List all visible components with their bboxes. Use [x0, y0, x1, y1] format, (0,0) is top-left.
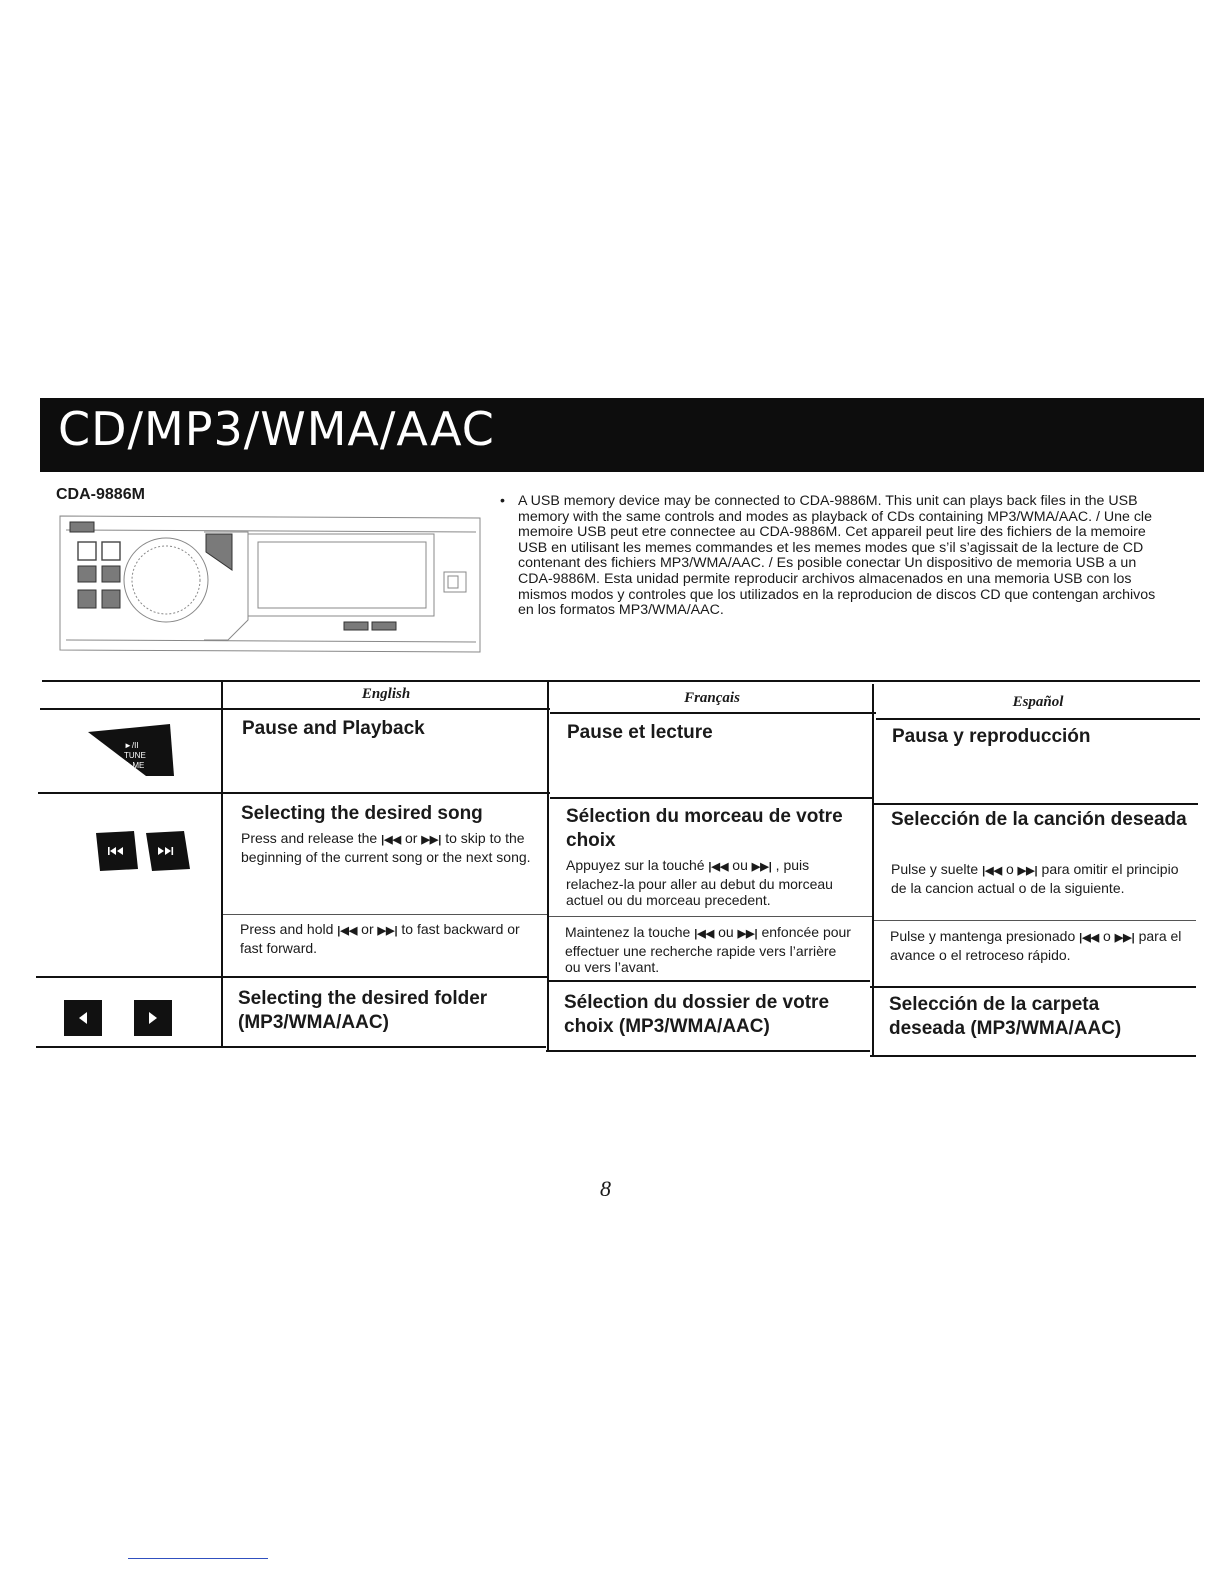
row1-english-title: Pause and Playback	[242, 718, 425, 739]
bullet: •	[500, 493, 505, 509]
row3-french-body	[565, 924, 855, 976]
row2-french-body	[566, 857, 862, 909]
header-french: Français	[684, 690, 740, 706]
prev-track-icon: |◀◀	[337, 925, 358, 937]
text-fragment: o	[1099, 928, 1115, 944]
header-english: English	[361, 686, 411, 702]
text-fragment: or	[401, 830, 422, 846]
page-number: 8	[600, 1176, 611, 1201]
row2-english-body	[241, 830, 537, 865]
key-label-tune: TUNE	[124, 751, 146, 760]
text-fragment: Press and release the	[241, 830, 382, 846]
row4-french-title: Sélection du dossier de votre choix (MP3/WMA/AAC)	[564, 992, 830, 1037]
next-track-icon: ▶▶|	[1017, 865, 1038, 877]
row1-spanish-title: Pausa y reproducción	[892, 726, 1091, 747]
table-bottom-rule-right	[870, 1055, 1196, 1057]
row2-english-title: Selecting the desired song	[241, 803, 483, 824]
model-name: CDA-9886M	[56, 486, 145, 503]
text-fragment: , puis relachez-la pour aller au debut du morceau actuel ou du morceau precedent.	[566, 857, 833, 908]
row3-spanish-body	[890, 928, 1190, 963]
row2-top-rule-right	[874, 803, 1198, 805]
next-track-icon: ▶▶|	[377, 925, 398, 937]
row2-top-rule-mid	[550, 797, 874, 799]
table-top-rule	[42, 680, 1200, 682]
footer-rule	[128, 1558, 268, 1559]
text-fragment: o	[1002, 861, 1018, 877]
column-divider-1	[221, 680, 223, 1048]
row3-rule-mid	[548, 916, 872, 917]
previous-next-track-keys-icon	[96, 827, 192, 873]
text-fragment: or	[357, 921, 378, 937]
prev-track-icon: |◀◀	[982, 865, 1003, 877]
text-fragment: Press and hold	[240, 921, 338, 937]
row3-rule-right	[872, 920, 1196, 921]
text-fragment: Pulse y mantenga presionado	[890, 928, 1080, 944]
text-fragment: Appuyez sur la touché	[566, 857, 709, 873]
text-fragment: para el avance o el retroceso rápido.	[890, 928, 1182, 963]
table-bottom-rule-mid	[546, 1050, 870, 1052]
row3-english-body	[240, 921, 536, 956]
header-bottom-rule-left	[40, 708, 550, 710]
usb-note-text: A USB memory device may be connected to CDA-9886M. This unit can plays back files in the USB memory with the same controls and modes as playback of CDs containing MP3/WMA/AAC. / Une cle memoire USB peut etre connectee au CDA-9886M. Cet appareil peut lire des fichiers de la memoire USB en utilisant les memes commandes et les memes modes que s’il s’agissait de la lecture de CD contenant des fichiers MP3/WMA/AAC. / Es posible conectar Un dispositivo de memoria USB a un CDA-9886M. Esta unidad permite reproducir archivos almacenados en una memoria USB con los mismos modos y controles que los utilizados en la reproducion de discos CD que contengan archivos en los formatos MP3/WMA/AAC.	[518, 493, 1156, 619]
text-fragment: to skip to the beginning of the current song or the next song.	[241, 830, 531, 865]
key-label-play-pause: ►/II	[124, 741, 139, 750]
prev-track-icon: |◀◀	[694, 928, 715, 940]
usb-note	[500, 494, 1172, 619]
text-fragment: enfoncée pour effectuer une recherche rapide vers l’arrière ou vers l’avant.	[565, 924, 851, 975]
row4-top-rule-left	[36, 976, 548, 978]
row1-french-title: Pause et lecture	[567, 722, 713, 743]
row4-top-rule-right	[870, 986, 1196, 988]
row4-english-title: Selecting the desired folder (MP3/WMA/AAC)	[238, 988, 488, 1033]
column-divider-2	[547, 682, 549, 1052]
row3-rule-left	[222, 914, 548, 915]
row2-spanish-body	[891, 861, 1189, 896]
header-spanish: Español	[1012, 694, 1064, 710]
text-fragment: Pulse y suelte	[891, 861, 983, 877]
column-divider-3	[872, 684, 874, 1056]
next-track-icon: ▶▶|	[737, 928, 758, 940]
text-fragment: ou	[714, 924, 738, 940]
text-fragment: para omitir el principio de la cancion actual o de la siguiente.	[891, 861, 1179, 896]
row4-spanish-title: Selección de la carpeta deseada (MP3/WMA/AAC)	[889, 994, 1122, 1039]
next-track-icon: ▶▶|	[751, 861, 772, 873]
row2-spanish-title: Selección de la canción deseada	[891, 809, 1187, 830]
header-bottom-rule-mid	[550, 712, 876, 714]
key-label-ame: •A.ME	[122, 761, 145, 770]
head-unit-illustration	[56, 512, 482, 657]
table-bottom-rule-left	[36, 1046, 546, 1048]
text-fragment: ou	[728, 857, 752, 873]
row2-french-title: Sélection du morceau de votre choix	[566, 806, 843, 851]
text-fragment: to fast backward or fast forward.	[240, 921, 520, 956]
prev-track-icon: |◀◀	[708, 861, 729, 873]
play-pause-tune-key-icon	[86, 722, 178, 778]
next-track-icon: ▶▶|	[1114, 932, 1135, 944]
section-title: CD/MP3/WMA/AAC	[58, 402, 495, 456]
row2-top-rule-left	[38, 792, 550, 794]
text-fragment: Maintenez la touche	[565, 924, 695, 940]
section-banner	[40, 398, 1204, 472]
header-bottom-rule-right	[876, 718, 1200, 720]
next-track-icon: ▶▶|	[421, 834, 442, 846]
row4-top-rule-mid	[548, 980, 870, 982]
folder-left-right-keys-icon	[62, 996, 174, 1038]
prev-track-icon: |◀◀	[381, 834, 402, 846]
prev-track-icon: |◀◀	[1079, 932, 1100, 944]
